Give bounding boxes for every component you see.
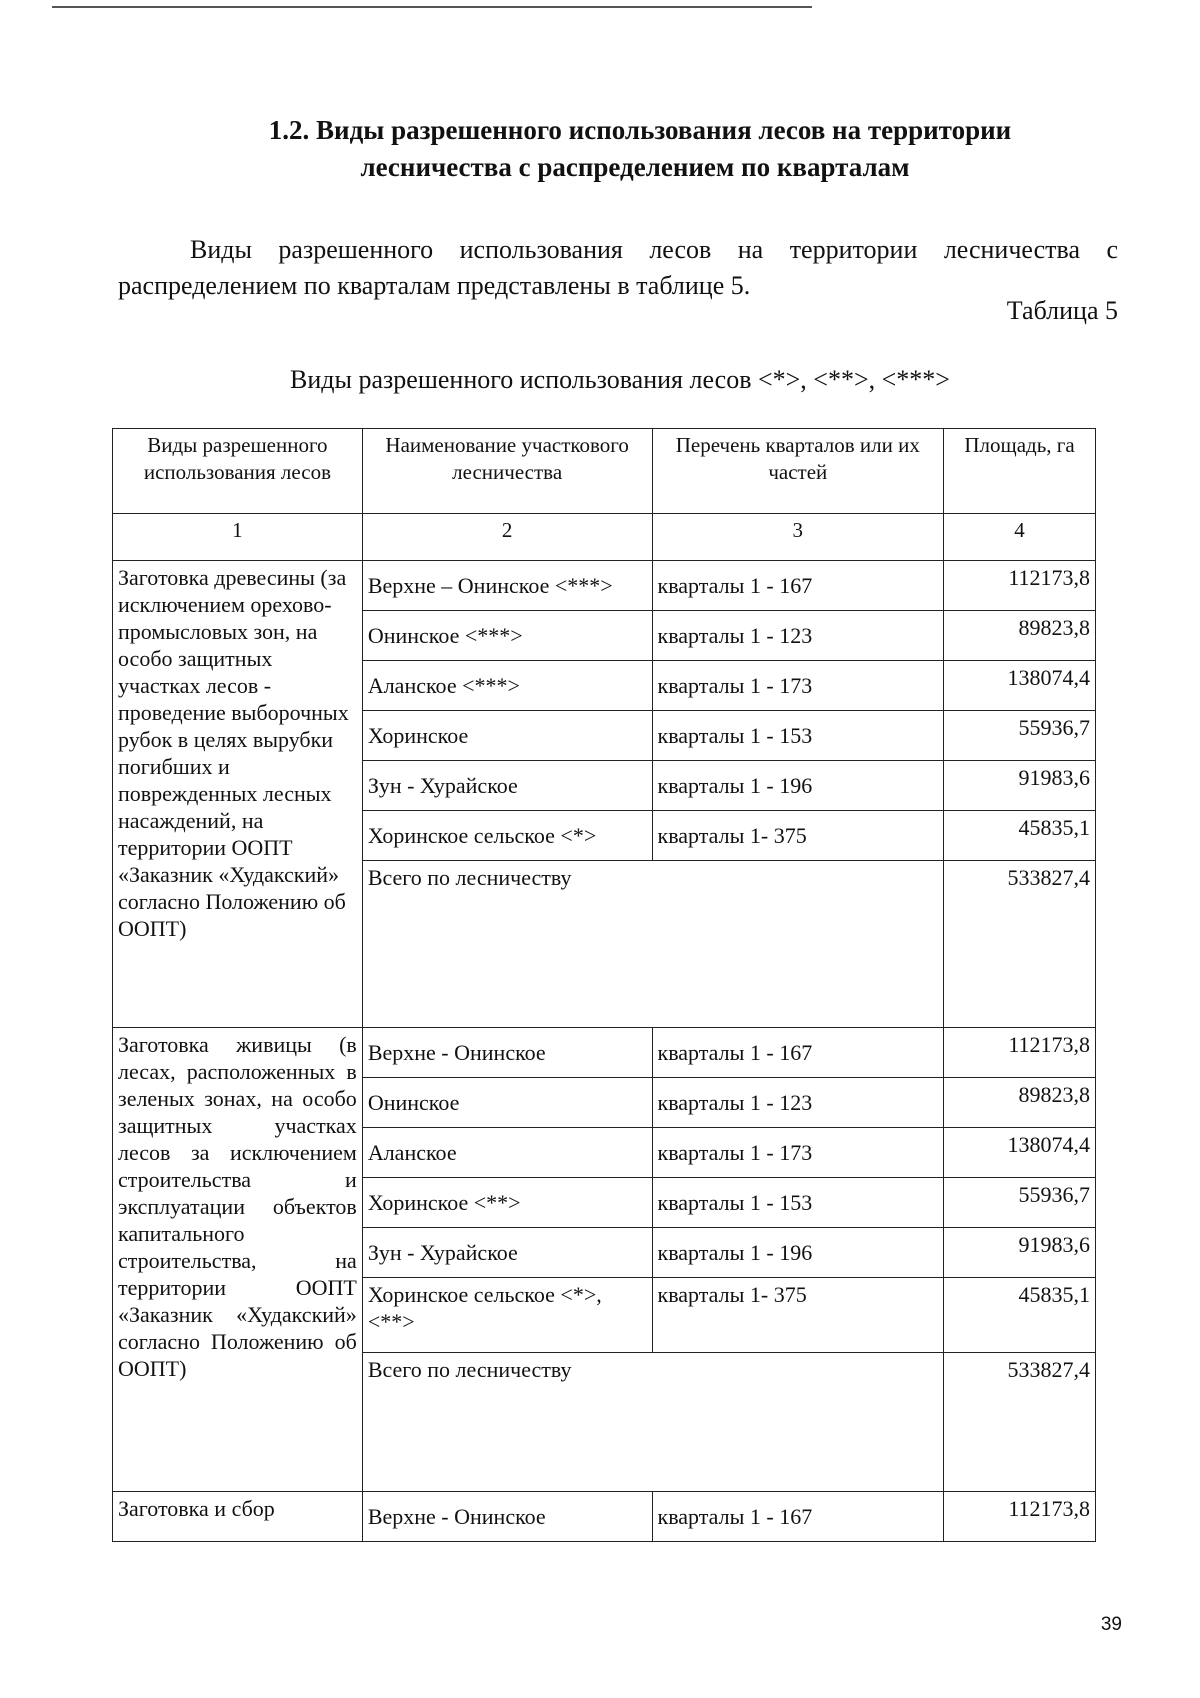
area-cell: 45835,1	[944, 811, 1096, 861]
section-heading-line-1: 1.2. Виды разрешенного использования лесов на территории	[268, 115, 1012, 145]
table-number: Таблица 5	[1006, 296, 1118, 325]
table-row	[113, 1028, 1096, 1078]
forestry-name-cell: Хоринское	[362, 711, 652, 761]
column-number: 1	[113, 514, 363, 561]
forestry-name-cell: Аланское <***>	[362, 661, 652, 711]
forest-use-table	[112, 428, 1096, 1542]
area-cell: 91983,6	[944, 761, 1096, 811]
total-label-cell: Всего по лесничеству	[362, 861, 943, 1028]
column-number: 2	[362, 514, 652, 561]
area-cell: 89823,8	[944, 1078, 1096, 1128]
intro-line-2: распределением по кварталам представлены в таблице 5.	[118, 271, 751, 300]
column-number-row	[113, 514, 1096, 561]
total-area-cell: 533827,4	[944, 1353, 1096, 1492]
table-header-row	[113, 429, 1096, 514]
column-number: 3	[652, 514, 944, 561]
forestry-name-cell: Хоринское сельское <*>	[362, 811, 652, 861]
header-area: Площадь, га	[944, 429, 1096, 514]
area-cell: 55936,7	[944, 1178, 1096, 1228]
forestry-name-cell: Хоринское <**>	[362, 1178, 652, 1228]
quarters-cell: кварталы 1 - 167	[652, 561, 944, 611]
section-heading-line-2: лесничества с распределением по кварталам	[360, 152, 910, 182]
forestry-name-cell: Аланское	[362, 1128, 652, 1178]
quarters-cell: кварталы 1 - 123	[652, 611, 944, 661]
section-heading	[0, 112, 1200, 186]
table-caption: Виды разрешенного использования лесов <*>, <**>, <***>	[290, 365, 950, 394]
quarters-cell: кварталы 1 - 167	[652, 1492, 944, 1542]
use-type-cell: Заготовка живицы (в лесах, расположенных в зеленых зонах, на особо защитных участках лесов за исключением строительства и эксплуатации объектов капитального строительства, на территории ООПТ «Заказник «Худакский» согласно Положению об ООПТ)	[113, 1028, 363, 1492]
area-cell: 138074,4	[944, 661, 1096, 711]
table-row	[113, 561, 1096, 611]
quarters-cell: кварталы 1 - 196	[652, 1228, 944, 1278]
forestry-name-cell: Верхне – Онинское <***>	[362, 561, 652, 611]
quarters-cell: кварталы 1- 375	[652, 811, 944, 861]
quarters-cell: кварталы 1 - 196	[652, 761, 944, 811]
table-row	[113, 1492, 1096, 1542]
quarters-cell: кварталы 1 - 153	[652, 1178, 944, 1228]
forestry-name-cell: Онинское <***>	[362, 611, 652, 661]
use-type-cell: Заготовка древесины (за исключением орехово-промысловых зон, на особо защитных участках лесов - проведение выборочных рубок в целях вырубки погибших и поврежденных лесных насаждений, на территории ООПТ «Заказник «Худакский» согласно Положению об ООПТ)	[113, 561, 363, 1028]
quarters-cell: кварталы 1 - 153	[652, 711, 944, 761]
quarters-cell: кварталы 1 - 173	[652, 1128, 944, 1178]
header-use-type: Виды разрешенного использования лесов	[113, 429, 363, 514]
quarters-cell: кварталы 1- 375	[652, 1278, 944, 1353]
area-cell: 89823,8	[944, 611, 1096, 661]
area-cell: 112173,8	[944, 1492, 1096, 1542]
header-forestry-name: Наименование участкового лесничества	[362, 429, 652, 514]
use-type-cell: Заготовка и сбор	[113, 1492, 363, 1542]
forestry-name-cell: Онинское	[362, 1078, 652, 1128]
column-number: 4	[944, 514, 1096, 561]
forestry-name-cell: Хоринское сельское <*>, <**>	[362, 1278, 652, 1353]
intro-line-1: Виды разрешенного использования лесов на территории лесничества с	[190, 235, 1118, 264]
area-cell: 112173,8	[944, 1028, 1096, 1078]
quarters-cell: кварталы 1 - 173	[652, 661, 944, 711]
area-cell: 55936,7	[944, 711, 1096, 761]
forestry-name-cell: Зун - Хурайское	[362, 1228, 652, 1278]
page-number: 39	[1100, 1614, 1122, 1635]
total-label-cell: Всего по лесничеству	[362, 1353, 943, 1492]
area-cell: 112173,8	[944, 561, 1096, 611]
area-cell: 138074,4	[944, 1128, 1096, 1178]
forestry-name-cell: Верхне - Онинское	[362, 1028, 652, 1078]
total-area-cell: 533827,4	[944, 861, 1096, 1028]
quarters-cell: кварталы 1 - 167	[652, 1028, 944, 1078]
area-cell: 45835,1	[944, 1278, 1096, 1353]
forestry-name-cell: Верхне - Онинское	[362, 1492, 652, 1542]
area-cell: 91983,6	[944, 1228, 1096, 1278]
top-scan-rule	[52, 6, 812, 8]
forestry-name-cell: Зун - Хурайское	[362, 761, 652, 811]
header-quarters: Перечень кварталов или их частей	[652, 429, 944, 514]
quarters-cell: кварталы 1 - 123	[652, 1078, 944, 1128]
intro-paragraph	[118, 232, 1118, 304]
